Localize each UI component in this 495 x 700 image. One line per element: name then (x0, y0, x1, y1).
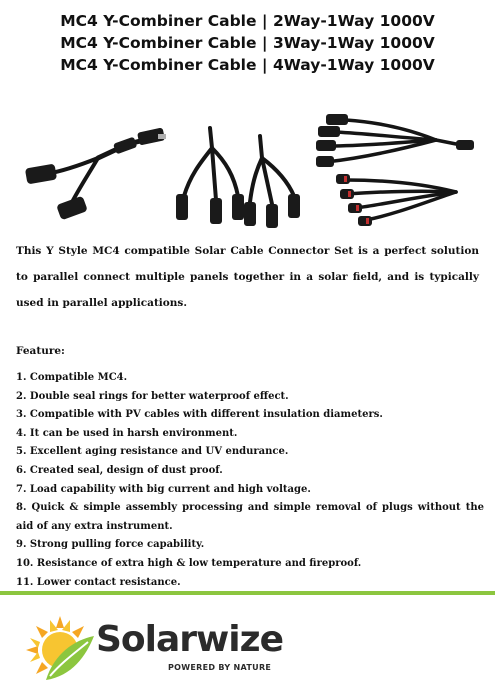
brand-tagline: POWERED BY NATURE (168, 663, 272, 672)
cable-4way-image (316, 110, 476, 235)
title-4way: MC4 Y-Combiner Cable | 4Way-1Way 1000V (60, 56, 435, 74)
product-photos (0, 110, 495, 240)
title-3way: MC4 Y-Combiner Cable | 3Way-1Way 1000V (60, 34, 435, 52)
feature-item: 6. Created seal, design of dust proof. (16, 464, 223, 476)
intro-paragraph: This Y Style MC4 compatible Solar Cable Connector Set is a perfect solution to parallel connect multiple panels together in a solar field, and is typically used in parallel applications. (16, 245, 479, 309)
feature-item: 3. Compatible with PV cables with different insulation diameters. (16, 409, 383, 421)
footer-divider (0, 591, 495, 595)
cable-3way-image (160, 118, 310, 233)
feature-item: 5. Excellent aging resistance and UV endurance. (16, 446, 289, 458)
title-block (0, 10, 495, 76)
feature-item: 7. Load capability with big current and high voltage. (16, 483, 311, 495)
title-2way: MC4 Y-Combiner Cable | 2Way-1Way 1000V (60, 12, 435, 30)
feature-list (16, 369, 484, 592)
cable-2way-image (18, 120, 168, 230)
feature-item: 1. Compatible MC4. (16, 372, 128, 383)
feature-heading: Feature: (16, 345, 65, 357)
feature-item: 10. Resistance of extra high & low temperature and fireproof. (16, 557, 362, 569)
brand-name: Solarwize (96, 619, 284, 660)
feature-item: 9. Strong pulling force capability. (16, 539, 205, 551)
feature-item: 4. It can be used in harsh environment. (16, 427, 238, 439)
feature-item: 2. Double seal rings for better waterproof effect. (16, 390, 289, 402)
feature-item: 11. Lower contact resistance. (16, 576, 181, 588)
feature-item: 8. Quick & simple assembly processing and simple removal of plugs without the aid of any extra instrument. (16, 502, 484, 532)
